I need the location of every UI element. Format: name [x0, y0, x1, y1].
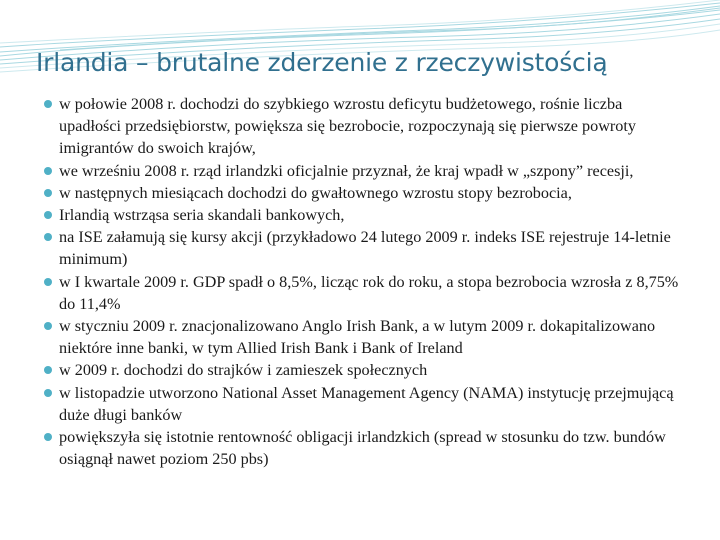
bullet-icon	[44, 189, 52, 197]
bullet-icon	[44, 233, 52, 241]
bullet-item	[44, 93, 684, 160]
bullet-text: powiększyła się istotnie rentowność obligacji irlandzkich (spread w stosunku do tzw. bundów osiągnął nawet poziom 250 pbs)	[59, 428, 666, 469]
bullet-icon	[44, 278, 52, 286]
bullet-icon	[44, 433, 52, 441]
bullet-icon	[44, 389, 52, 397]
bullet-icon	[44, 211, 52, 219]
bullet-text: w styczniu 2009 r. znacjonalizowano Anglo Irish Bank, a w lutym 2009 r. dokapitalizowano niektóre inne banki, w tym Allied Irish Bank i Bank of Ireland	[59, 317, 656, 358]
bullet-item	[44, 426, 684, 470]
bullet-text: Irlandią wstrząsa seria skandali bankowych,	[59, 206, 345, 225]
bullet-list	[44, 93, 684, 470]
bullet-text: w I kwartale 2009 r. GDP spadł o 8,5%, licząc rok do roku, a stopa bezrobocia wzrosła z 8,75% do 11,4%	[59, 272, 679, 313]
bullet-item	[44, 359, 684, 381]
bullet-item	[44, 226, 684, 270]
bullet-item	[44, 271, 684, 315]
bullet-item	[44, 204, 684, 226]
bullet-text: w 2009 r. dochodzi do strajków i zamieszek społecznych	[59, 361, 428, 380]
bullet-text: w połowie 2008 r. dochodzi do szybkiego wzrostu deficytu budżetowego, rośnie liczba upadłości przedsiębiorstw, powiększa się bezrobocie, rozpoczynają się pierwsze powroty imigrantów do swoich krajów,	[59, 95, 636, 158]
bullet-item	[44, 315, 684, 359]
bullet-icon	[44, 322, 52, 330]
slide-title: Irlandia – brutalne zderzenie z rzeczywistością	[36, 48, 608, 77]
bullet-item	[44, 160, 684, 182]
bullet-text: we wrześniu 2008 r. rząd irlandzki oficjalnie przyznał, że kraj wpadł w „szpony” recesji,	[59, 161, 634, 180]
bullet-item	[44, 182, 684, 204]
bullet-icon	[44, 100, 52, 108]
bullet-text: na ISE załamują się kursy akcji (przykładowo 24 lutego 2009 r. indeks ISE rejestruje 14-letnie minimum)	[59, 228, 671, 269]
bullet-item	[44, 382, 684, 426]
bullet-icon	[44, 366, 52, 374]
bullet-text: w następnych miesiącach dochodzi do gwałtownego wzrostu stopy bezrobocia,	[59, 183, 572, 202]
bullet-icon	[44, 167, 52, 175]
bullet-text: w listopadzie utworzono National Asset Management Agency (NAMA) instytucję przejmującą duże długi banków	[59, 383, 674, 424]
